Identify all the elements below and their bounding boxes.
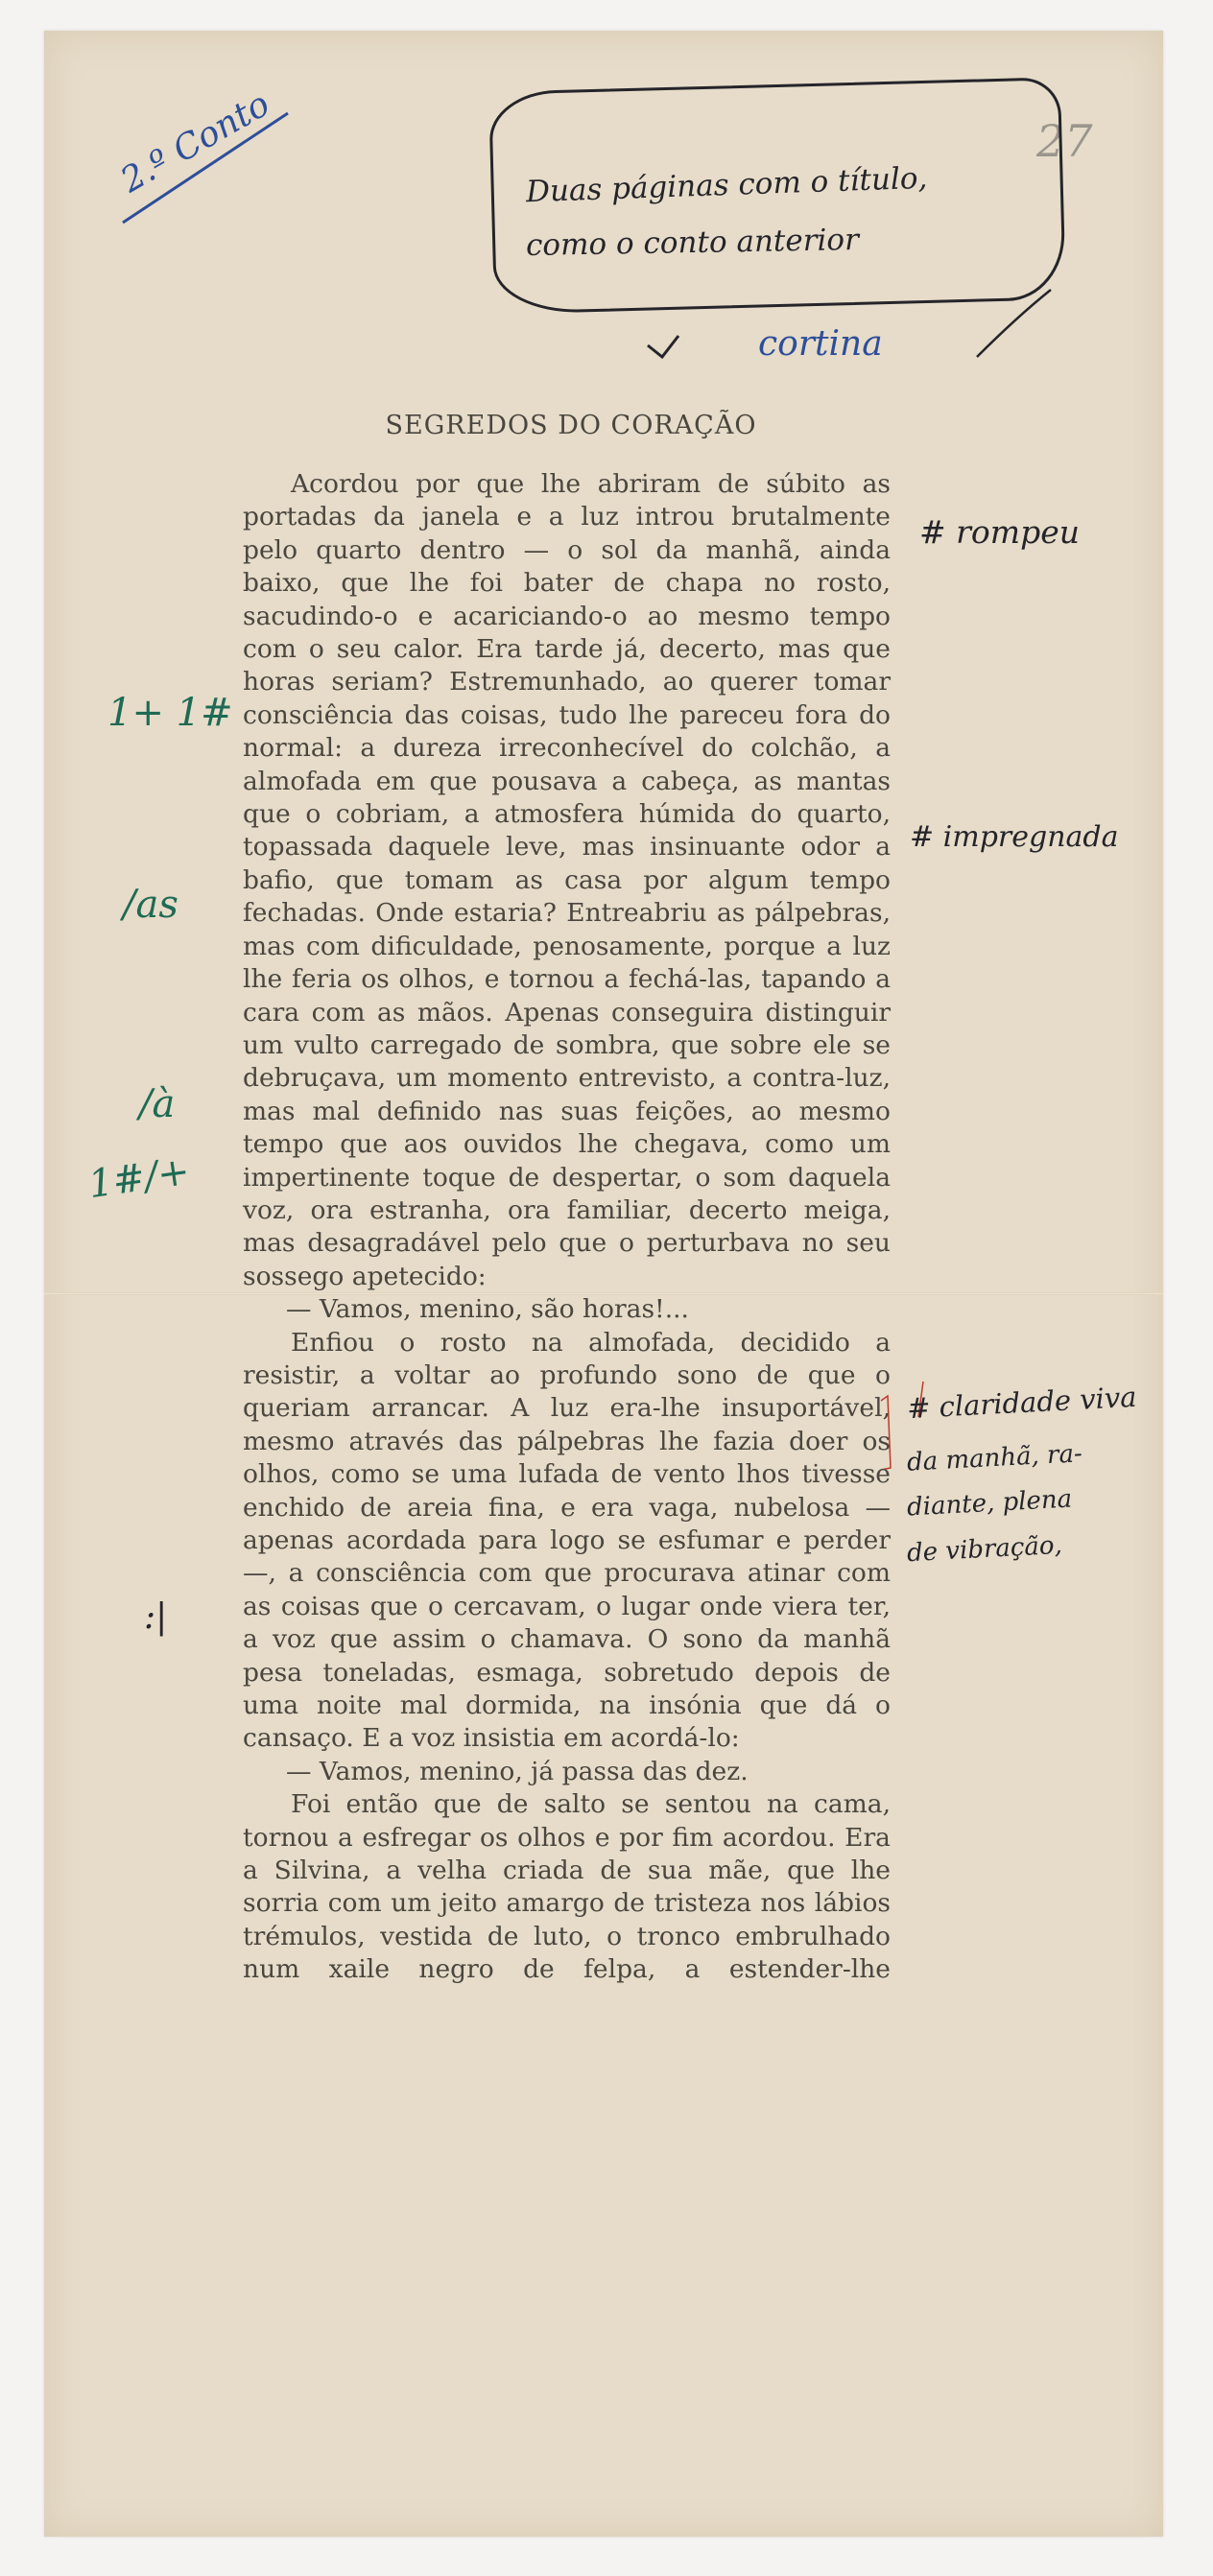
- margin-note-left-5: :|: [144, 1597, 168, 1637]
- margin-note-claridade: # claridade viva: [906, 1380, 1138, 1426]
- box-note-line1: Duas páginas com o título,: [525, 160, 928, 210]
- margin-note-cont2: diante, plena: [906, 1484, 1073, 1523]
- corner-label-note: 2.º Conto: [114, 83, 277, 201]
- dialogue-2: — Vamos, menino, já passa das dez.: [286, 1756, 749, 1786]
- margin-note-cont1: da manhã, ra-: [906, 1439, 1083, 1477]
- dialogue-1: — Vamos, menino, são horas!...: [286, 1294, 689, 1325]
- margin-note-left-1: 1+ 1#: [107, 691, 233, 735]
- page-number: 27: [1036, 115, 1093, 167]
- paragraph-3: Foi então que de salto se sentou na cama, tornou a esfregar os olhos e por fim acordou. Era a Silvina, a velha criada de sua mãe, que lhe sorria com um jeito amargo de tristeza nos lábios trémulos, vestida de luto, o tronco embrulhado num xaile negro de felpa, a estender-lhe: [243, 1789, 891, 1985]
- document-body: [243, 468, 891, 1987]
- margin-note-left-2: /as: [123, 883, 178, 927]
- margin-note-rompeu: # rompeu: [919, 513, 1080, 551]
- margin-note-left-4: 1#/+: [85, 1148, 193, 1208]
- paragraph-1: Acordou por que lhe abriram de súbito as portadas da janela e a luz introu brutalmente pelo quarto dentro — o sol da manhã, ainda baixo, que lhe foi bater de chapa no rosto, sacudindo-o e acariciando-o ao mesmo tempo com o seu calor. Era tarde já, decerto, mas que horas seriam? Estremunhado, ao querer tomar consciência das coisas, tudo lhe pareceu fora do normal: a dureza irreconhecível do colchão, a almofada em que pousava a cabeça, as mantas que o cobriam, a atmosfera húmida do quarto, topassada daquele leve, mas insinuante odor a bafio, que tomam as casa por algum tempo fechadas. Onde estaria? Entreabriu as pálpebras, mas com dificuldade, penosamente, porque a luz lhe feria os olhos, e tornou a fechá-las, tapando a cara com as mãos. Apenas conseguira distinguir um vulto carregado de sombra, que sobre ele se debruçava, um momento entrevisto, a contra-luz, mas mal definido nas suas feições, ao mesmo tempo que aos ouvidos lhe chegava, como um impertinente toque de despertar, o som daquela voz, ora estranha, ora familiar, decerto meiga, mas desagradável pelo que o perturbava no seu sossego apetecido:: [243, 469, 891, 1291]
- margin-note-impregnada: # impregnada: [910, 820, 1119, 854]
- box-note-line2: como o conto anterior: [525, 222, 860, 264]
- margin-note-cont3: de vibração,: [906, 1530, 1063, 1569]
- paragraph-2: Enfiou o rosto na almofada, decidido a resistir, a voltar ao profundo sono de que o queriam arrancar. A luz era-lhe insuportável, mesmo através das pálpebras lhe fazia doer os olhos, como se uma lufada de vento lhos tivesse enchido de areia fina, e era vaga, nubelosa — apenas acordada para logo se esfumar e perder —, a consciência com que procurava atinar com as coisas que o cercavam, o lugar onde viera ter, a voz que assim o chamava. O sono da manhã pesa toneladas, esmaga, sobretudo depois de uma noite mal dormida, na insónia que dá o cansaço. E a voz insistia em acordá-lo:: [243, 1327, 891, 1754]
- document-title: SEGREDOS DO CORAÇÃO: [385, 411, 757, 440]
- cortina-note: cortina: [758, 324, 883, 364]
- margin-note-left-3: /à: [139, 1082, 176, 1126]
